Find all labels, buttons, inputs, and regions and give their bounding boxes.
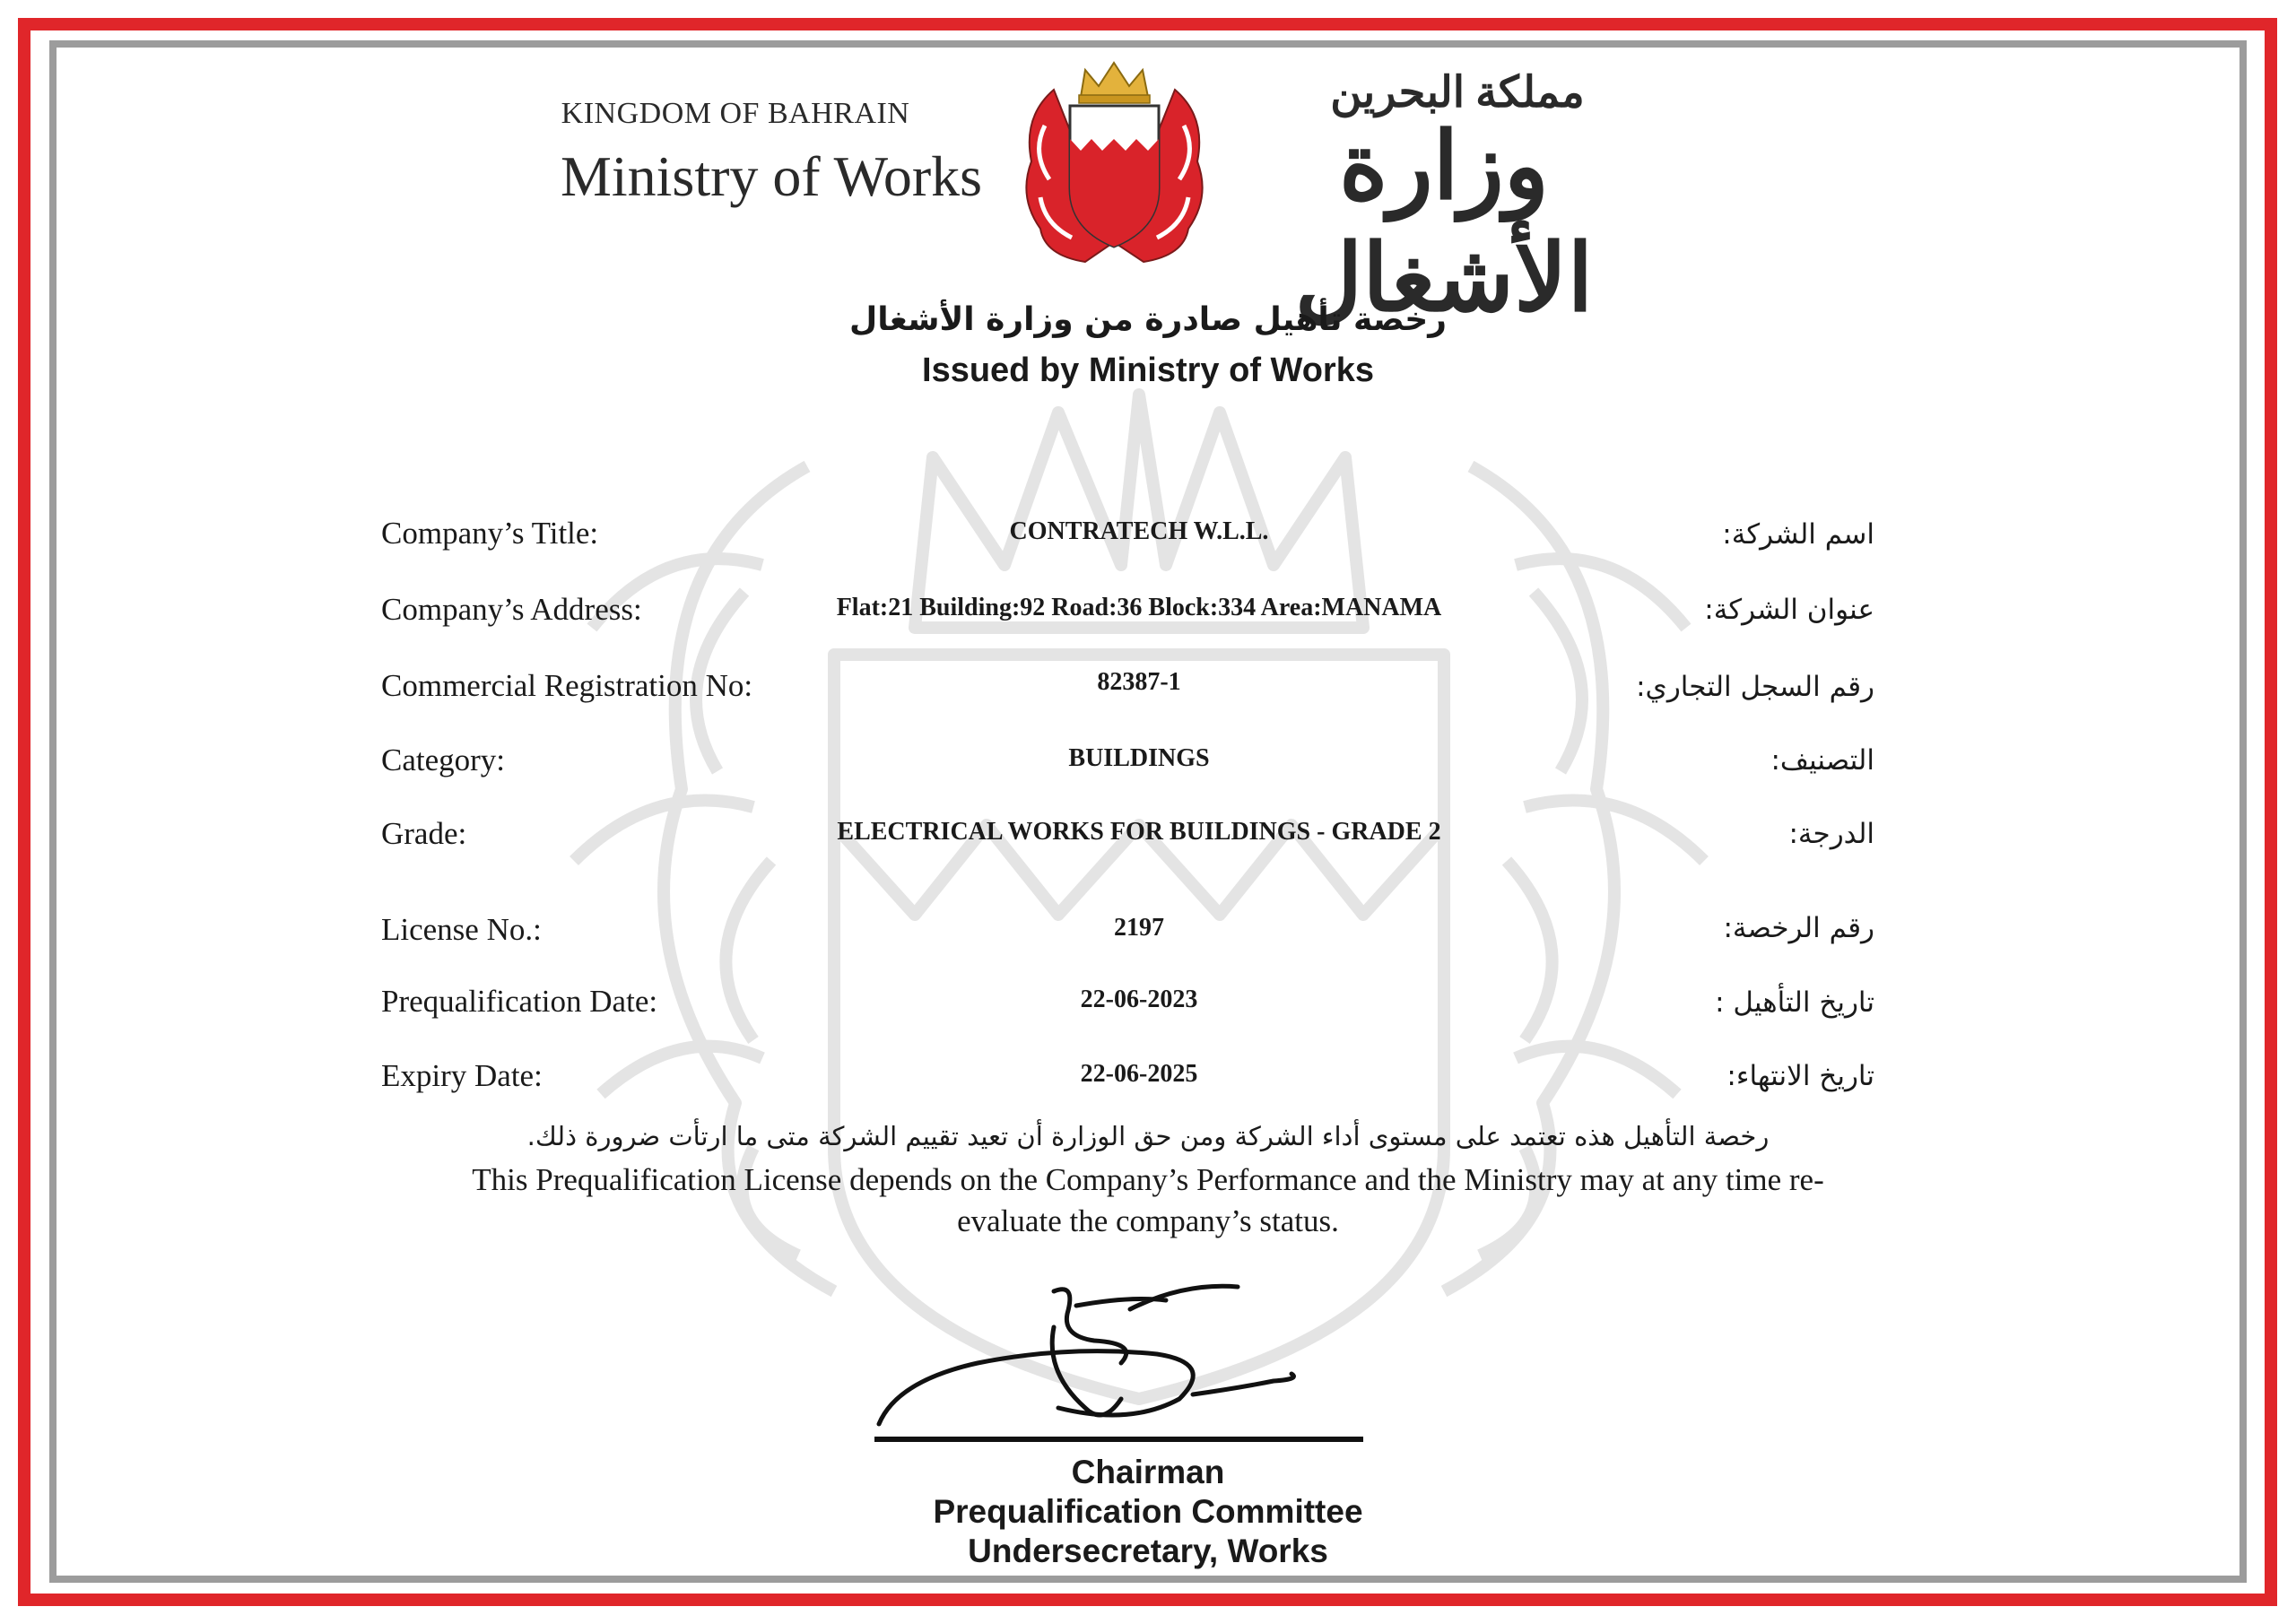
company-title-label-arabic: اسم الشركة:	[1722, 518, 1874, 551]
grade-label-arabic: الدرجة:	[1788, 818, 1874, 850]
license-note-english-line-1: This Prequalification License depends on the Company’s Performance and the Ministry may at any time re-	[472, 1162, 1824, 1197]
license-note-english	[413, 1159, 1883, 1242]
company-address-label: Company’s Address:	[381, 592, 642, 627]
signatory-block	[807, 1453, 1489, 1571]
handwritten-signature	[861, 1273, 1381, 1444]
issued-title-arabic: رخصة تأهيل صادرة من وزارة الأشغال	[849, 301, 1447, 338]
prequalification-date-value: 22-06-2023	[1080, 986, 1198, 1013]
expiry-date-label-arabic: تاريخ الانتهاء:	[1726, 1060, 1874, 1092]
header-ministry: Ministry of Works	[560, 144, 983, 208]
expiry-date-value: 22-06-2025	[1080, 1060, 1198, 1088]
prequalification-date-label: Prequalification Date:	[381, 984, 658, 1019]
category-value: BUILDINGS	[1068, 744, 1210, 772]
license-number-value: 2197	[1114, 914, 1164, 942]
license-number-label: License No.:	[381, 912, 542, 947]
commercial-registration-label-arabic: رقم السجل التجاري:	[1636, 671, 1874, 703]
commercial-registration-label: Commercial Registration No:	[381, 668, 753, 703]
signatory-committee: Prequalification Committee	[933, 1493, 1363, 1530]
grade-value: ELECTRICAL WORKS FOR BUILDINGS - GRADE 2	[837, 818, 1441, 846]
license-note-arabic: رخصة التأهيل هذه تعتمد على مستوى أداء الشركة ومن حق الوزارة أن تعيد تقييم الشركة متى ما ارتأت ضرورة ذلك.	[526, 1121, 1770, 1151]
expiry-date-label: Expiry Date:	[381, 1058, 543, 1093]
header-kingdom-arabic: مملكة البحرين	[1330, 69, 1585, 117]
issued-title-english: Issued by Ministry of Works	[922, 352, 1374, 389]
commercial-registration-value: 82387-1	[1097, 668, 1181, 696]
company-address-value: Flat:21 Building:92 Road:36 Block:334 Area:MANAMA	[836, 594, 1442, 621]
header-kingdom: KINGDOM OF BAHRAIN	[561, 97, 910, 130]
header-ministry-arabic: وزارة الأشغال	[1294, 116, 1594, 331]
prequalification-date-label-arabic: تاريخ التأهيل :	[1715, 986, 1874, 1019]
bahrain-coat-of-arms-icon	[1018, 54, 1211, 269]
signature-line	[874, 1437, 1363, 1442]
company-address-label-arabic: عنوان الشركة:	[1704, 594, 1874, 626]
grade-label: Grade:	[381, 816, 467, 851]
company-title-value: CONTRATECH W.L.L.	[1009, 517, 1269, 545]
category-label: Category:	[381, 743, 506, 777]
signatory-title: Chairman	[1071, 1454, 1225, 1490]
license-note-english-line-2: evaluate the company’s status.	[957, 1203, 1339, 1238]
signatory-office: Undersecretary, Works	[968, 1533, 1328, 1569]
license-number-label-arabic: رقم الرخصة:	[1723, 912, 1874, 944]
category-label-arabic: التصنيف:	[1770, 744, 1874, 777]
company-title-label: Company’s Title:	[381, 516, 599, 551]
